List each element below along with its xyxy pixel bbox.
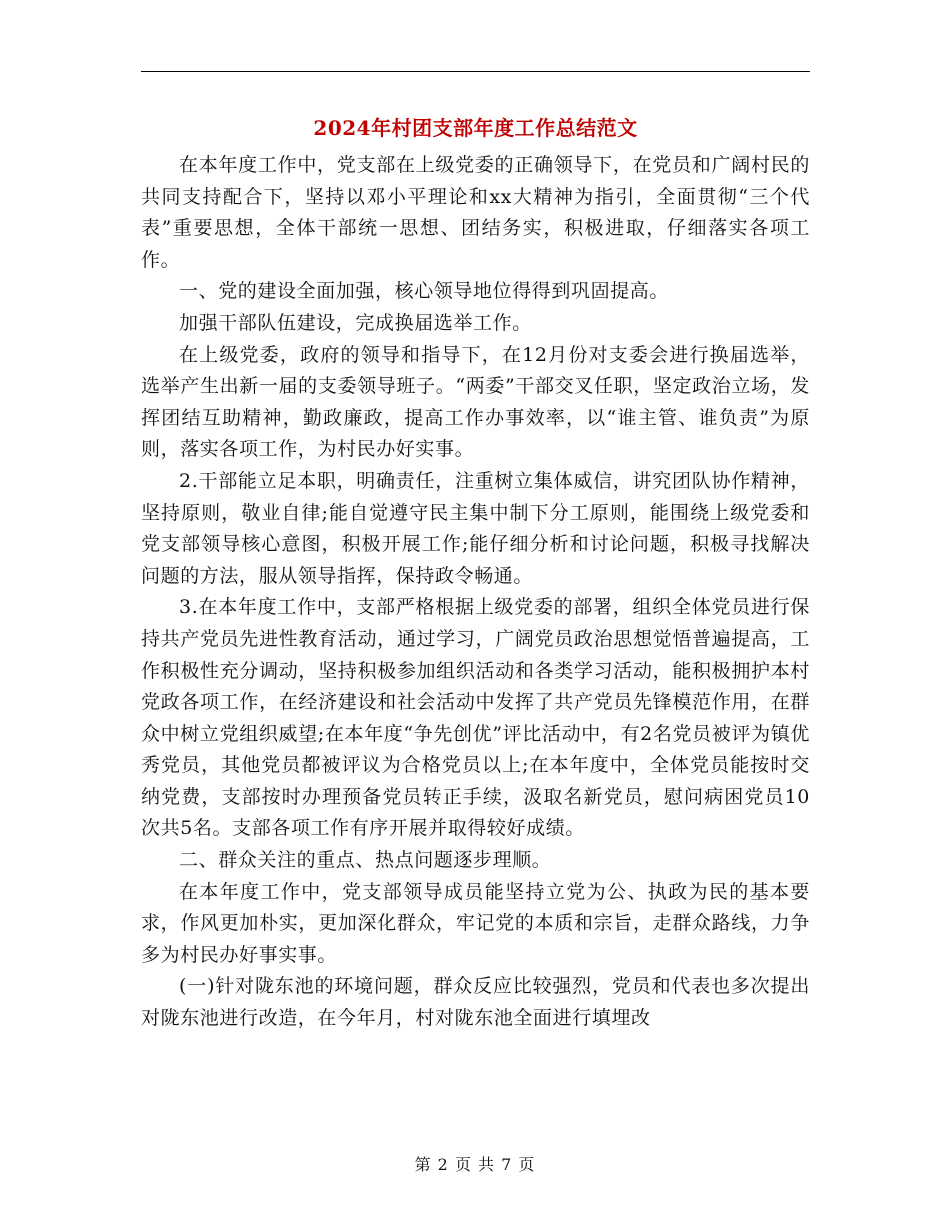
paragraph-election: 在上级党委，政府的领导和指导下，在12月份对支委会进行换届选举，选举产生出新一届的支委领导班子。“两委”干部交叉任职，坚定政治立场，发挥团结互助精神，勤政廉政，提高工作办事效率，以“谁主管、谁负责”为原则，落实各项工作，为村民办好实事。 [141,343,810,461]
paragraph-item-3: 3.在本年度工作中，支部严格根据上级党委的部署，组织全体党员进行保持共产党员先进性教育活动，通过学习，广阔党员政治思想觉悟普遍提高，工作积极性充分调动，坚持积极参加组织活动和各类学习活动，能积极拥护本村党政各项工作，在经济建设和社会活动中发挥了共产党员先锋模范作用，在群众中树立党组织威望;在本年度“争先创优”评比活动中，有2名党员被评为镇优秀党员，其他党员都被评议为合格党员以上;在本年度中，全体党员能按时交纳党费，支部按时办理预备党员转正手续，汲取名新党员，慰问病困党员10次共5名。支部各项工作有序开展并取得较好成绩。 [141,596,810,840]
subheading-cadre-building: 加强干部队伍建设，完成换届选举工作。 [179,311,532,334]
paragraph-mass-line: 在本年度工作中，党支部领导成员能坚持立党为公、执政为民的基本要求，作风更加朴实，更加深化群众，牢记党的本质和宗旨，走群众路线，力争多为村民办好事实事。 [141,880,810,966]
header-rule [141,71,810,72]
page-number: 第 2 页 共 7 页 [414,1155,536,1174]
paragraph-intro: 在本年度工作中，党支部在上级党委的正确领导下，在党员和广阔村民的共同支持配合下，坚持以邓小平理论和xx大精神为指引，全面贯彻“三个代表”重要思想，全体干部统一思想、团结务实，积极进取，仔细落实各项工作。 [141,154,810,271]
document-title: 2024年村团支部年度工作总结范文 [313,116,638,140]
section-heading-2: 二、群众关注的重点、热点问题逐步理顺。 [179,849,552,872]
paragraph-pond-issue: (一)针对陇东池的环境问题，群众反应比较强烈，党员和代表也多次提出对陇东池进行改造，在今年月，村对陇东池全面进行填埋改 [141,975,810,1030]
section-heading-1: 一、党的建设全面加强，核心领导地位得得到巩固提高。 [179,280,670,303]
document-body [141,150,810,1035]
paragraph-item-2: 2.干部能立足本职，明确责任，注重树立集体威信，讲究团队协作精神，坚持原则，敬业自律;能自觉遵守民主集中制下分工原则，能围绕上级党委和党支部领导核心意图，积极开展工作;能仔细分析和讨论问题，积极寻找解决问题的方法，服从领导指挥，保持政令畅通。 [141,469,810,587]
